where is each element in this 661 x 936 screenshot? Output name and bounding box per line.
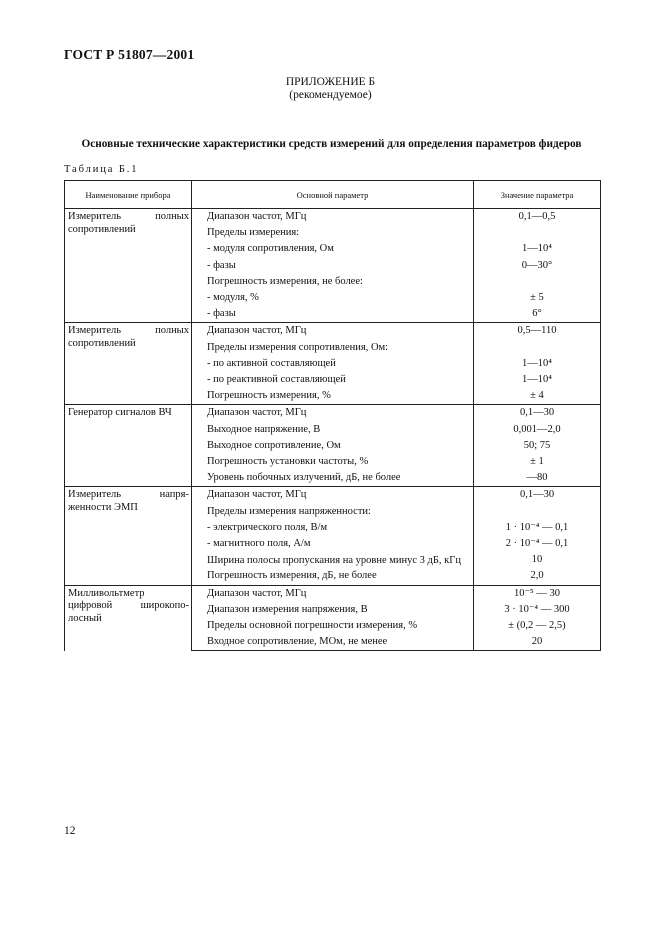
table-row: [65, 323, 601, 340]
value-cell: 6°: [474, 306, 601, 323]
document-code: ГОСТ Р 51807—2001: [64, 47, 195, 62]
value-cell: 0,1—30: [474, 487, 601, 504]
appendix-title: ПРИЛОЖЕНИЕ Б: [285, 76, 376, 88]
appendix-block: [0, 76, 661, 102]
parameter-cell: Диапазон частот, МГц: [192, 405, 474, 422]
value-cell: 1—10⁴: [474, 372, 601, 388]
parameter-cell: Диапазон частот, МГц: [192, 487, 474, 504]
page-number: 12: [64, 825, 76, 837]
value-cell: 3 · 10⁻⁴ — 300: [474, 602, 601, 618]
parameter-cell: Уровень побочных излучений, дБ, не более: [192, 470, 474, 487]
value-cell: 0—30°: [474, 258, 601, 274]
value-cell: [474, 504, 601, 520]
parameter-cell: - по реактивной составляющей: [192, 372, 474, 388]
parameter-cell: - магнитного поля, А/м: [192, 536, 474, 552]
column-header-parameter: Основной параметр: [192, 181, 474, 209]
parameter-cell: Входное сопротивление, МОм, не менее: [192, 634, 474, 651]
value-cell: ± (0,2 — 2,5): [474, 618, 601, 634]
table-row: [65, 405, 601, 422]
parameter-cell: Диапазон измерения напряжения, В: [192, 602, 474, 618]
value-cell: [474, 274, 601, 290]
parameter-cell: Выходное напряжение, В: [192, 422, 474, 438]
value-cell: 0,1—30: [474, 405, 601, 422]
value-cell: 1—10⁴: [474, 241, 601, 257]
parameter-cell: - электрического поля, В/м: [192, 520, 474, 536]
section-heading: Основные технические характеристики средств измерений для определения параметров фидеров: [81, 138, 582, 150]
parameter-cell: Ширина полосы пропускания на уровне минус 3 дБ, кГц: [192, 552, 474, 568]
device-name: Измеритель напряженности ЭМП: [65, 487, 192, 585]
value-cell: 0,1—0,5: [474, 209, 601, 226]
table-caption: Таблица Б.1: [64, 164, 139, 175]
specs-table: [64, 180, 601, 651]
parameter-cell: - модуля, %: [192, 290, 474, 306]
parameter-cell: Диапазон частот, МГц: [192, 323, 474, 340]
column-header-device: Наименование прибора: [65, 181, 192, 209]
value-cell: [474, 225, 601, 241]
table-row: [65, 585, 601, 602]
value-cell: —80: [474, 470, 601, 487]
parameter-cell: Погрешность установки частоты, %: [192, 454, 474, 470]
parameter-cell: Погрешность измерения, %: [192, 388, 474, 405]
parameter-cell: Погрешность измерения, дБ, не более: [192, 568, 474, 585]
column-header-value: Значение параметра: [474, 181, 601, 209]
parameter-cell: Выходное сопротивление, Ом: [192, 438, 474, 454]
parameter-cell: Пределы измерения напряженности:: [192, 504, 474, 520]
parameter-cell: - фазы: [192, 258, 474, 274]
parameter-cell: Погрешность измерения, не более:: [192, 274, 474, 290]
value-cell: 1—10⁴: [474, 356, 601, 372]
device-name: Измеритель полных сопротивлений: [65, 323, 192, 405]
parameter-cell: Диапазон частот, МГц: [192, 585, 474, 602]
value-cell: 20: [474, 634, 601, 651]
value-cell: ± 4: [474, 388, 601, 405]
value-cell: ± 5: [474, 290, 601, 306]
value-cell: 10: [474, 552, 601, 568]
parameter-cell: Пределы измерения сопротивления, Ом:: [192, 340, 474, 356]
value-cell: 2 · 10⁻⁴ — 0,1: [474, 536, 601, 552]
parameter-cell: Пределы основной погрешности измерения, %: [192, 618, 474, 634]
table-row: [65, 487, 601, 504]
value-cell: 50; 75: [474, 438, 601, 454]
parameter-cell: - по активной составляющей: [192, 356, 474, 372]
value-cell: 0,001—2,0: [474, 422, 601, 438]
value-cell: 2,0: [474, 568, 601, 585]
value-cell: 10⁻⁵ — 30: [474, 585, 601, 602]
value-cell: [474, 340, 601, 356]
device-name: Генератор сигналов ВЧ: [65, 405, 192, 487]
parameter-cell: - модуля сопротивления, Ом: [192, 241, 474, 257]
value-cell: 1 · 10⁻⁴ — 0,1: [474, 520, 601, 536]
parameter-cell: - фазы: [192, 306, 474, 323]
table-header-row: [65, 181, 601, 209]
device-name: Измеритель полных сопротивлений: [65, 209, 192, 323]
parameter-cell: Пределы измерения:: [192, 225, 474, 241]
table-row: [65, 209, 601, 226]
value-cell: ± 1: [474, 454, 601, 470]
parameter-cell: Диапазон частот, МГц: [192, 209, 474, 226]
appendix-subtitle: (рекомендуемое): [289, 89, 372, 101]
value-cell: 0,5—110: [474, 323, 601, 340]
device-name: Милливольтметр цифровой широкополосный: [65, 585, 192, 651]
